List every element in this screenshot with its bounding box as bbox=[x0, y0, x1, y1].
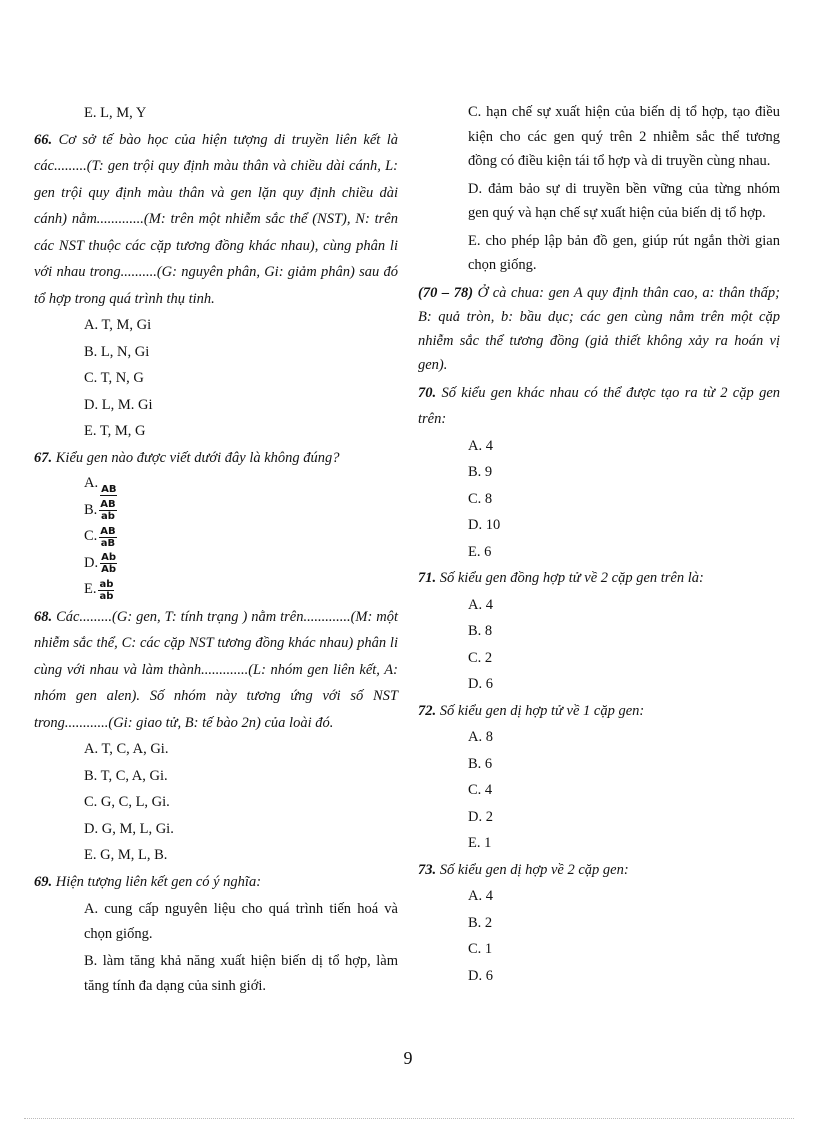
q72-option-c: C. 4 bbox=[468, 782, 493, 798]
question-70 bbox=[418, 377, 780, 433]
genotype-fraction bbox=[99, 499, 116, 522]
question-text: Các.........(G: gen, T: tính trạng ) nằm trên.............(M: một nhiễm sắc thể, C: các cặp NST tương đồng khác nhau) phân li cùng với nhau và làm thành.............(L: nhóm gen liên kết, A: nhóm gen alen). Số nhóm này tương ứng với số NST trong............(Gi: giao tử, B: tế bào 2n) của loài đó. bbox=[34, 608, 399, 731]
q70-option-d: D. 10 bbox=[468, 517, 501, 533]
fraction-top: AB bbox=[100, 525, 116, 537]
question-68 bbox=[34, 604, 398, 737]
page-number: 9 bbox=[403, 1048, 413, 1068]
q70-option-c: C. 8 bbox=[468, 490, 493, 507]
q68-option-b: B. T, C, A, Gi. bbox=[84, 767, 168, 784]
question-group-intro bbox=[418, 279, 780, 377]
q71-option-a: A. 4 bbox=[468, 596, 493, 613]
question-text: Hiện tượng liên kết gen có ý nghĩa: bbox=[55, 873, 262, 890]
question-range: (70 – 78) bbox=[418, 284, 474, 301]
q72-option-e: E. 1 bbox=[468, 835, 492, 851]
intro-text: Ở cà chua: gen A quy định thân cao, a: thân thấp; B: quả tròn, b: bầu dục; các gen cùng nằm trên một cặp nhiễm sắc thể tương đồng (giả thiết không xảy ra hoán vị gen). bbox=[418, 284, 781, 373]
question-67 bbox=[34, 445, 398, 472]
question-text: Cơ sở tế bào học của hiện tượng di truyền liên kết là các.........(T: gen trội quy định màu thân và chiều dài cánh, L: gen trội quy định màu thân và gen lặn quy định chiều dài cánh) nằm.............(M: trên một nhiễm sắc thể (NST), N: trên các NST thuộc các cặp tương đồng khác nhau), cùng phân li với nhau trong..........(G: nguyên phân, Gi: giảm phân) sau đó tổ hợp trong quá trình thụ tinh. bbox=[34, 131, 399, 307]
q66-option-a: A. T, M, Gi bbox=[84, 317, 152, 333]
question-number: 67. bbox=[34, 449, 53, 466]
q68-option-a: A. T, C, A, Gi. bbox=[84, 741, 169, 757]
question-text: Số kiểu gen đồng hợp tử về 2 cặp gen trên là: bbox=[439, 570, 704, 586]
q71-option-d: D. 6 bbox=[468, 676, 493, 692]
q73-option-b: B. 2 bbox=[468, 914, 493, 931]
fraction-top: Ab bbox=[101, 552, 117, 563]
q69-option-e: E. cho phép lập bản đồ gen, giúp rút ngắn thời gian chọn giống. bbox=[468, 232, 780, 273]
q69-option-d: D. đảm bảo sự di truyền bền vững của từng nhóm gen quý và hạn chế sự xuất hiện của biến dị tổ hợp. bbox=[468, 180, 780, 221]
fraction-bottom: Ab bbox=[101, 564, 117, 575]
question-text: Số kiểu gen khác nhau có thể được tạo ra từ 2 cặp gen trên: bbox=[418, 384, 781, 427]
q67-option-a bbox=[84, 471, 398, 498]
question-number: 72. bbox=[418, 702, 437, 719]
q73-option-a: A. 4 bbox=[468, 888, 493, 904]
option-letter: A. bbox=[84, 475, 99, 491]
fraction-bottom: ab bbox=[101, 511, 115, 522]
question-66 bbox=[34, 127, 398, 313]
q72-option-d: D. 2 bbox=[468, 808, 493, 825]
right-column bbox=[418, 100, 780, 989]
q73-option-d: D. 6 bbox=[468, 967, 493, 984]
q71-option-b: B. 8 bbox=[468, 623, 493, 639]
question-number: 73. bbox=[418, 861, 437, 878]
q70-option-b: B. 9 bbox=[468, 464, 493, 480]
option-letter: D. bbox=[84, 554, 99, 571]
q65-option-e: E. L, M, Y bbox=[84, 105, 147, 121]
fraction-top: AB bbox=[101, 483, 117, 495]
q71-option-c: C. 2 bbox=[468, 649, 493, 666]
q70-option-a: A. 4 bbox=[468, 437, 493, 454]
question-72 bbox=[418, 698, 780, 725]
q72-option-a: A. 8 bbox=[468, 729, 493, 745]
question-text: Kiểu gen nào được viết dưới đây là không đúng? bbox=[55, 449, 340, 466]
q67-option-c bbox=[84, 524, 398, 551]
q66-option-d: D. L, M. Gi bbox=[84, 396, 153, 413]
q72-option-b: B. 6 bbox=[468, 755, 493, 772]
fraction-bottom: ab bbox=[99, 590, 114, 602]
question-71 bbox=[418, 565, 780, 592]
q69-option-b: B. làm tăng khả năng xuất hiện biến dị tổ hợp, làm tăng tính đa dạng của sinh giới. bbox=[84, 953, 398, 994]
q69-option-a: A. cung cấp nguyên liệu cho quá trình tiến hoá và chọn giống. bbox=[84, 901, 398, 942]
q67-option-b bbox=[84, 498, 398, 525]
q67-option-e bbox=[84, 577, 398, 604]
q68-option-e: E. G, M, L, B. bbox=[84, 847, 168, 863]
q66-option-b: B. L, N, Gi bbox=[84, 343, 150, 360]
q66-option-e: E. T, M, G bbox=[84, 423, 146, 439]
q68-option-d: D. G, M, L, Gi. bbox=[84, 820, 174, 837]
q66-option-c: C. T, N, G bbox=[84, 370, 144, 386]
question-number: 70. bbox=[418, 384, 437, 401]
left-column bbox=[34, 100, 398, 999]
q73-option-c: C. 1 bbox=[468, 941, 493, 957]
genotype-fraction bbox=[99, 526, 116, 549]
question-number: 69. bbox=[34, 873, 53, 890]
question-text: Số kiểu gen dị hợp tử về 1 cặp gen: bbox=[439, 702, 645, 719]
question-text: Số kiểu gen dị hợp về 2 cặp gen: bbox=[439, 861, 629, 878]
q70-option-e: E. 6 bbox=[468, 543, 492, 560]
q69-option-c: C. hạn chế sự xuất hiện của biến dị tổ hợp, tạo điều kiện cho các gen quý trên 2 nhiễm sắc thể tương đồng có điều kiện tái tổ hợp và di truyền cùng nhau. bbox=[468, 104, 780, 169]
genotype-fraction bbox=[100, 552, 117, 575]
fraction-top: AB bbox=[100, 499, 116, 510]
option-letter: E. bbox=[84, 581, 97, 597]
option-letter: B. bbox=[84, 501, 98, 518]
footer-divider bbox=[24, 1118, 794, 1119]
fraction-top: ab bbox=[99, 578, 114, 590]
question-69 bbox=[34, 869, 398, 896]
q67-option-d bbox=[84, 551, 398, 578]
fraction-bottom: aB bbox=[100, 537, 116, 549]
option-letter: C. bbox=[84, 528, 98, 544]
genotype-fraction bbox=[100, 484, 117, 496]
q68-option-c: C. G, C, L, Gi. bbox=[84, 794, 170, 810]
question-number: 66. bbox=[34, 131, 53, 148]
genotype-fraction bbox=[98, 579, 114, 602]
question-number: 68. bbox=[34, 608, 53, 625]
question-73 bbox=[418, 857, 780, 884]
question-number: 71. bbox=[418, 570, 437, 586]
